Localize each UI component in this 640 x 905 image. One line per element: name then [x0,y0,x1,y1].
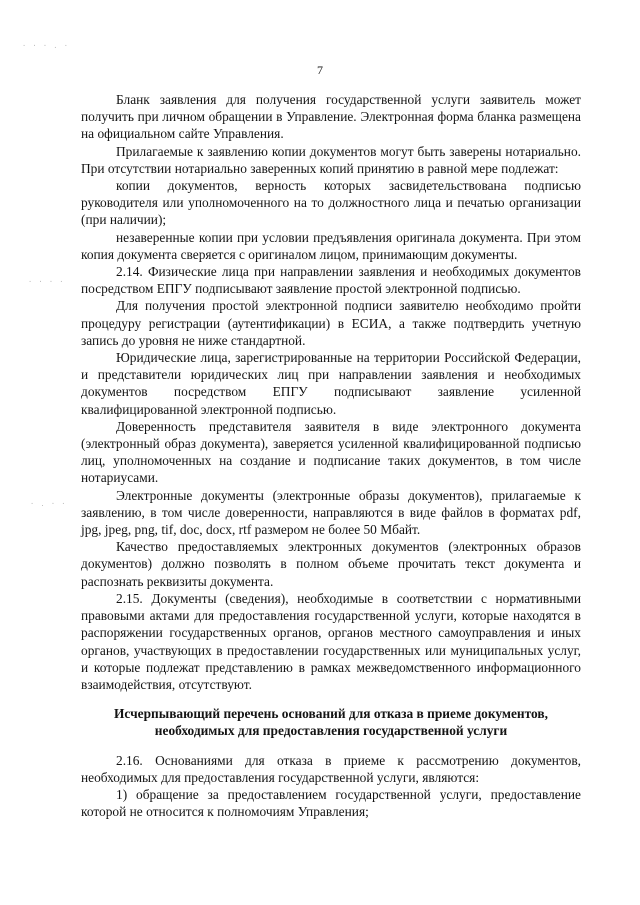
paragraph: Юридические лица, зарегистрированные на территории Российской Федерации, и представители юридических лиц при направлении заявления и необходимых документов посредством ЕПГУ подписывают заявление усиленной квалифицированной электронной подписью. [81,350,581,417]
paragraph: незаверенные копии при условии предъявления оригинала документа. При этом копия документа сверяется с оригиналом лицом, принимающим документы. [81,229,581,262]
paragraphs-after [81,752,581,821]
section-heading-line: Исчерпывающий перечень оснований для отказа в приеме документов, [114,706,548,722]
paragraph: Прилагаемые к заявлению копии документов могут быть заверены нотариально. При отсутствии нотариально заверенных копий принятию в равной мере подлежат: [81,143,581,176]
paragraph: Качество предоставляемых электронных документов (электронных образов документов) должно позволять в полном объеме прочитать текст документа и распознать реквизиты документа. [81,539,581,589]
paragraph: 2.15. Документы (сведения), необходимые в соответствии с нормативными правовыми актами для предоставления государственной услуги, которые находятся в распоряжении государственных органов, органов местного самоуправления и иных органов, участвующих в предоставлении государственных или муниципальных услуг, и которые подлежат представлению в рамках межведомственного информационного взаимодействия, отсутствуют. [81,590,581,692]
page-number: 7 [317,63,323,77]
paragraph: 2.14. Физические лица при направлении заявления и необходимых документов посредством ЕПГУ подписывают заявление простой электронной подписью. [81,264,581,297]
paragraph: 1) обращение за предоставлением государственной услуги, предоставление которой не относится к полномочиям Управления; [81,786,581,820]
scan-artifact: · . · · [30,500,67,508]
paragraph: Электронные документы (электронные образы документов), прилагаемые к заявлению, в том числе доверенности, направляются в виде файлов в форматах pdf, jpg, jpeg, png, tif, doc, docx, rtf размером не более 50 Мбайт. [81,487,581,538]
document-body [81,91,581,820]
paragraph: Для получения простой электронной подписи заявителю необходимо пройти процедуру регистрации (аутентификации) в ЕСИА, а также подтвердить учетную запись до уровня не ниже стандартной. [81,298,581,348]
paragraph: Доверенность представителя заявителя в виде электронного документа (электронный образ документа), заверяется усиленной квалифицированной подписью лиц, уполномоченных на создание и подписание таких документов, в том числе нотариусами. [81,418,581,486]
paragraphs-before [81,91,581,693]
paragraph: копии документов, верность которых засвидетельствована подписью руководителя или уполномоченного на то должностного лица и печатью организации (при наличии); [81,178,581,228]
paragraph: Бланк заявления для получения государственной услуги заявитель может получить при личном обращении в Управление. Электронная форма бланка размещена на официальном сайте Управления. [81,92,581,142]
scan-artifact: · · · · [28,278,65,286]
section-heading-line: необходимых для предоставления государственной услуги [154,723,508,739]
paragraph: 2.16. Основаниями для отказа в приеме к рассмотрению документов, необходимых для предоставления государственной услуги, являются: [81,752,581,785]
section-heading [81,705,581,739]
scan-artifact: · · · . · [22,42,69,50]
